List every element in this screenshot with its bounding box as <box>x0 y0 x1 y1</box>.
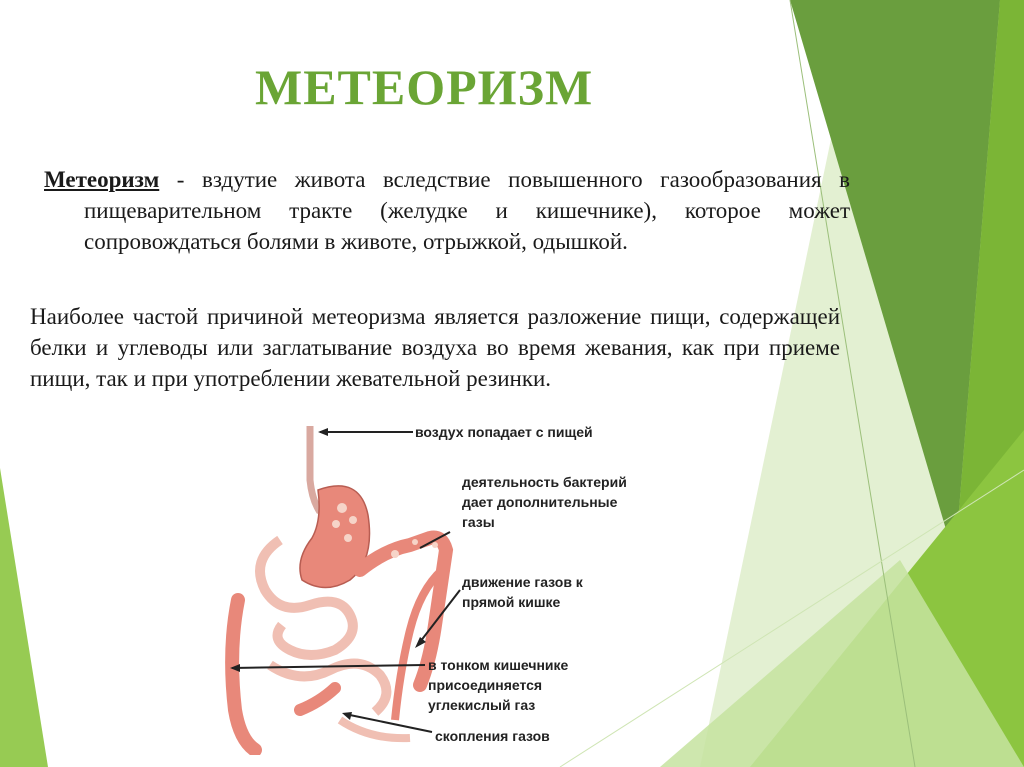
slide-title: МЕТЕОРИЗМ <box>255 59 594 115</box>
definition-text: - вздутие живота вследствие повышенного газообразования в пищеварительном тракте (желудке и кишечнике), которое может сопровождаться болями в животе, отрыжкой, одышкой. <box>84 167 850 254</box>
definition-paragraph <box>44 164 850 257</box>
definition-term: Метеоризм <box>44 167 160 192</box>
label-small-intestine-co2: в тонком кишечнике присоединяется углекислый газ <box>428 657 569 713</box>
left-bottom-green-triangle <box>0 468 48 767</box>
label-gas-accumulation: скопления газов <box>435 728 550 744</box>
explanation-paragraph: Наиболее частой причиной метеоризма является разложение пищи, содержащей белки и углеводы или заглатывание воздуха во время жевания, как при приеме пищи, так и при употреблении жевательной резинки. <box>30 304 840 391</box>
label-air-with-food: воздух попадает с пищей <box>415 424 593 440</box>
digestive-tract-figure <box>210 420 650 755</box>
label-bacteria-activity: деятельность бактерий дает дополнительные газы <box>462 474 627 530</box>
label-gas-movement: движение газов к прямой кишке <box>462 574 583 610</box>
